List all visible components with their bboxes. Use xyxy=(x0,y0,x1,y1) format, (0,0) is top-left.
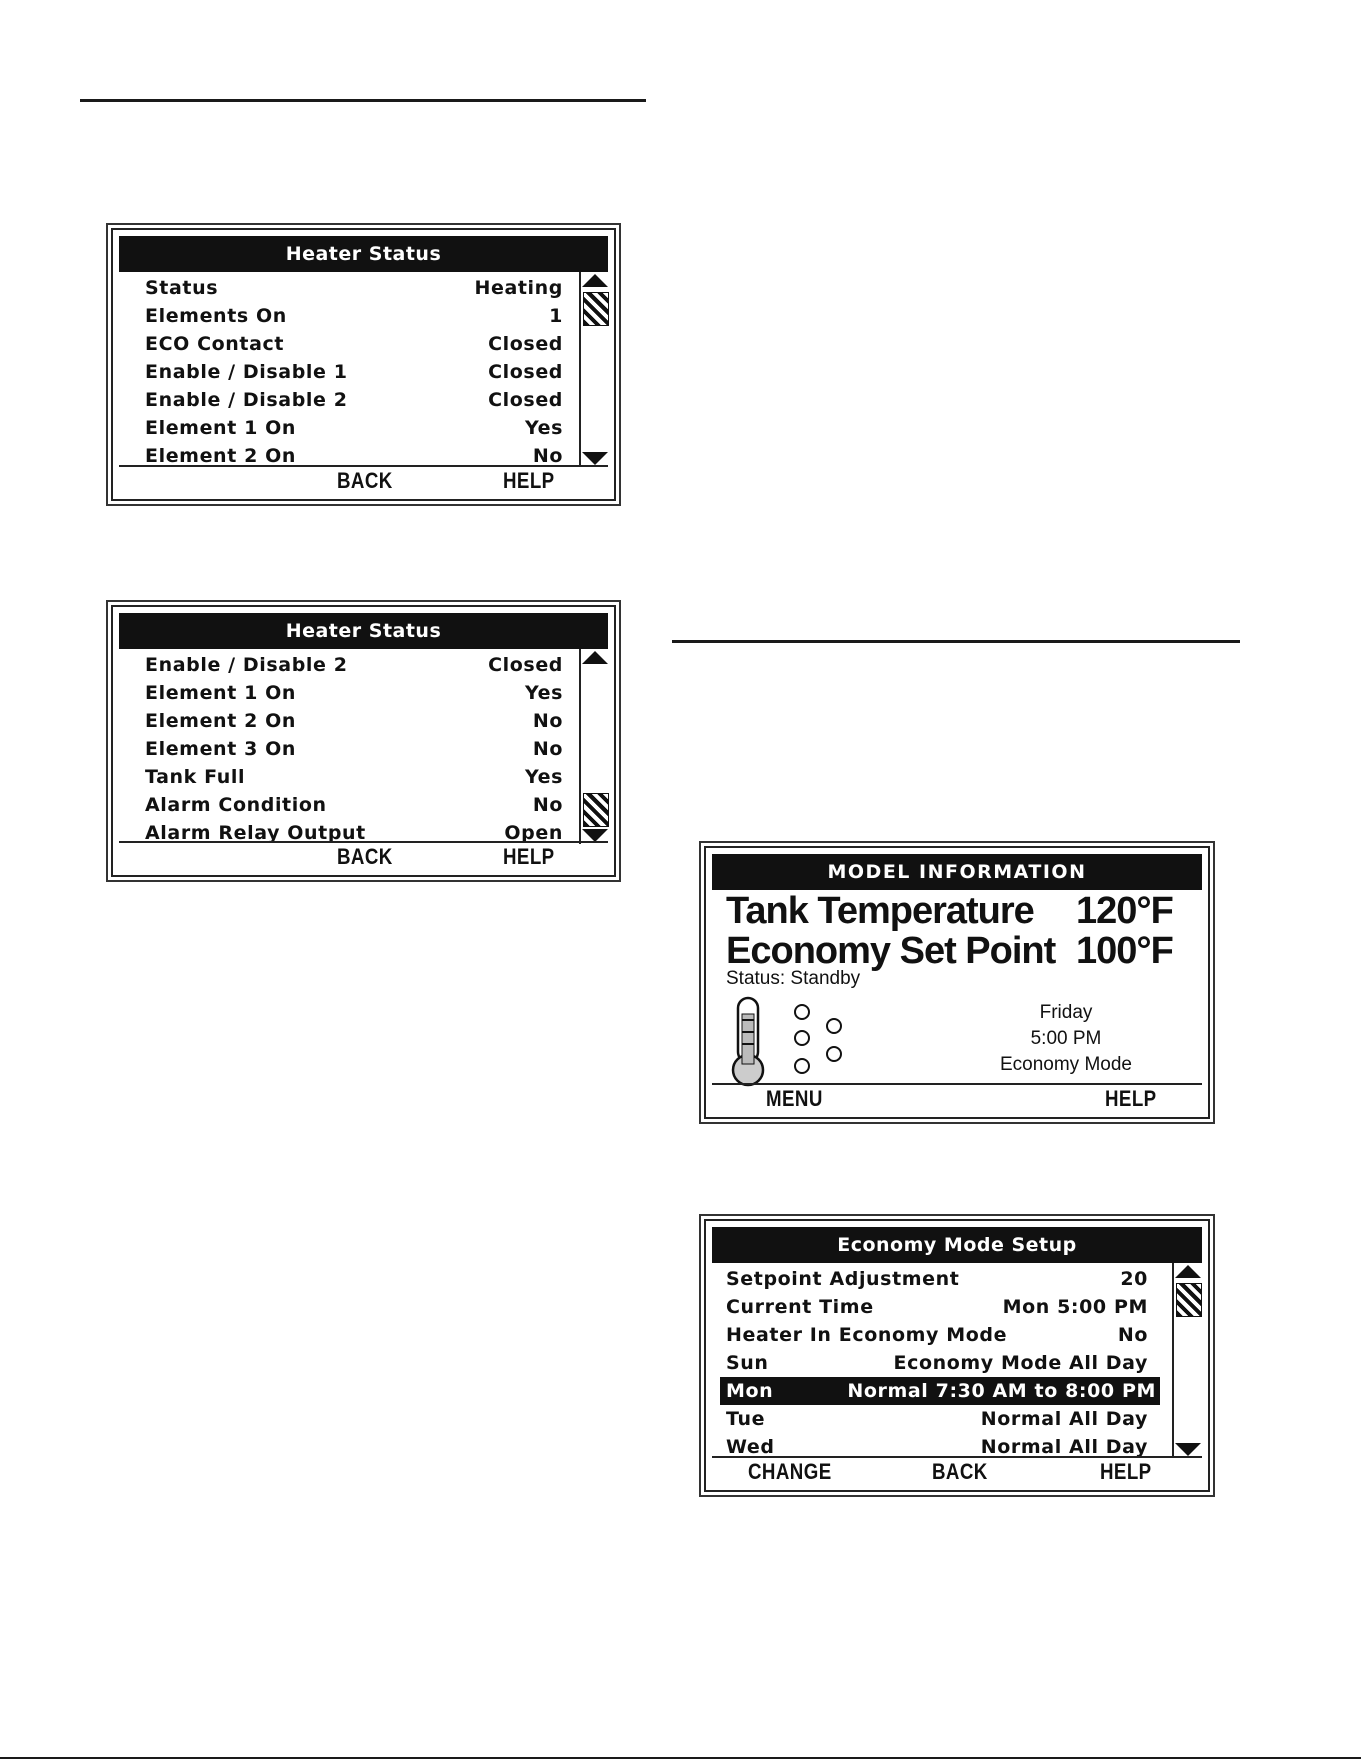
row-label: Setpoint Adjustment xyxy=(726,1268,960,1290)
row-value: Heating xyxy=(474,277,563,299)
list-item xyxy=(119,679,579,707)
change-button[interactable]: CHANGE xyxy=(748,1459,832,1484)
row-label: Element 2 On xyxy=(145,445,296,467)
row-label: Tue xyxy=(726,1408,766,1430)
row-label: Elements On xyxy=(145,305,287,327)
indicator-led-icon xyxy=(826,1046,842,1062)
list-item[interactable] xyxy=(712,1265,1160,1293)
list-item xyxy=(119,358,579,386)
list-item[interactable] xyxy=(712,1405,1160,1433)
economy-set-point-value: 100°F xyxy=(1076,930,1173,972)
row-value: Mon 5:00 PM xyxy=(1002,1296,1148,1318)
row-label: Tank Full xyxy=(145,766,246,788)
row-value: 1 xyxy=(549,305,563,327)
day-text: Friday xyxy=(1039,1002,1093,1023)
tank-temperature-value: 120°F xyxy=(1076,890,1173,932)
time-text: 5:00 PM xyxy=(1030,1028,1102,1049)
scrollbar-thumb[interactable] xyxy=(583,292,609,326)
tank-temperature-label: Tank Temperature xyxy=(726,890,1034,932)
row-value: Open xyxy=(504,822,563,844)
list-item[interactable] xyxy=(712,1349,1160,1377)
heater-status-screen-1 xyxy=(111,228,616,501)
heater-status-screen-2 xyxy=(111,605,616,877)
help-button[interactable]: HELP xyxy=(1100,1459,1152,1484)
screen-title: Heater Status xyxy=(119,236,608,272)
row-value: Yes xyxy=(524,682,563,704)
row-label: Alarm Condition xyxy=(145,794,327,816)
scrollbar[interactable] xyxy=(1172,1263,1202,1458)
row-label: Sun xyxy=(726,1352,769,1374)
row-value: Yes xyxy=(524,417,563,439)
scrollbar[interactable] xyxy=(579,272,609,467)
status-text: Status: Standby xyxy=(726,968,861,989)
scroll-down-arrow-icon[interactable] xyxy=(582,452,608,465)
row-label: Enable / Disable 1 xyxy=(145,361,348,383)
softkey-bar xyxy=(119,465,608,495)
row-label: Mon xyxy=(726,1380,774,1402)
row-label: Element 2 On xyxy=(145,710,296,732)
softkey-bar xyxy=(712,1083,1202,1113)
list-item xyxy=(119,330,579,358)
row-label: Enable / Disable 2 xyxy=(145,654,348,676)
help-button[interactable]: HELP xyxy=(503,844,555,869)
row-value: No xyxy=(532,794,563,816)
row-value: Closed xyxy=(488,361,563,383)
list-item[interactable] xyxy=(712,1293,1160,1321)
list-item xyxy=(119,791,579,819)
row-label: Status xyxy=(145,277,219,299)
row-value: Closed xyxy=(488,333,563,355)
scrollbar[interactable] xyxy=(579,649,609,844)
list-item xyxy=(119,274,579,302)
softkey-bar xyxy=(712,1456,1202,1486)
row-value: Normal All Day xyxy=(980,1408,1148,1430)
menu-button[interactable]: MENU xyxy=(766,1086,823,1111)
row-value: Economy Mode All Day xyxy=(893,1352,1148,1374)
row-label: Current Time xyxy=(726,1296,874,1318)
mode-text: Economy Mode xyxy=(999,1054,1132,1075)
economy-set-point-label: Economy Set Point xyxy=(726,930,1056,972)
list-item xyxy=(119,735,579,763)
row-label: Wed xyxy=(726,1436,775,1458)
indicator-led-icon xyxy=(794,1058,810,1074)
softkey-bar xyxy=(119,841,608,871)
row-label: Heater In Economy Mode xyxy=(726,1324,1008,1346)
scroll-down-arrow-icon[interactable] xyxy=(1175,1443,1201,1456)
list-item xyxy=(119,414,579,442)
indicator-led-icon xyxy=(826,1018,842,1034)
row-value: 20 xyxy=(1120,1268,1148,1290)
section-rule-right xyxy=(672,640,1240,643)
row-value: Normal All Day xyxy=(980,1436,1148,1458)
row-value: No xyxy=(532,445,563,467)
screen-title: Economy Mode Setup xyxy=(712,1227,1202,1263)
row-label: Element 3 On xyxy=(145,738,296,760)
row-label: Element 1 On xyxy=(145,417,296,439)
row-value: No xyxy=(1117,1324,1148,1346)
screen-title: Heater Status xyxy=(119,613,608,649)
row-value: Normal 7:30 AM to 8:00 PM xyxy=(847,1380,1156,1402)
back-button[interactable]: BACK xyxy=(932,1459,988,1484)
indicator-led-icon xyxy=(794,1030,810,1046)
screen-title: MODEL INFORMATION xyxy=(712,854,1202,890)
list-item xyxy=(119,386,579,414)
row-value: Closed xyxy=(488,389,563,411)
row-value: Yes xyxy=(524,766,563,788)
scrollbar-thumb[interactable] xyxy=(1176,1283,1202,1317)
back-button[interactable]: BACK xyxy=(337,468,393,493)
economy-mode-setup-screen xyxy=(704,1219,1210,1492)
row-label: Enable / Disable 2 xyxy=(145,389,348,411)
list-item xyxy=(119,763,579,791)
list-item xyxy=(119,651,579,679)
list-item[interactable] xyxy=(712,1321,1160,1349)
scroll-up-arrow-icon[interactable] xyxy=(582,274,608,287)
row-label: ECO Contact xyxy=(145,333,285,355)
list-item-selected[interactable] xyxy=(720,1377,1160,1405)
indicator-led-icon xyxy=(794,1004,810,1020)
page-bottom-rule xyxy=(0,1757,1361,1759)
model-information-screen xyxy=(704,846,1210,1119)
list-item xyxy=(119,302,579,330)
scroll-up-arrow-icon[interactable] xyxy=(1175,1265,1201,1278)
row-label: Alarm Relay Output xyxy=(145,822,366,844)
scrollbar-thumb[interactable] xyxy=(583,793,609,827)
row-label: Element 1 On xyxy=(145,682,296,704)
scroll-up-arrow-icon[interactable] xyxy=(582,651,608,664)
thermometer-icon xyxy=(726,996,770,1088)
row-value: Closed xyxy=(488,654,563,676)
section-rule-left xyxy=(80,99,646,102)
help-button[interactable]: HELP xyxy=(503,468,555,493)
back-button[interactable]: BACK xyxy=(337,844,393,869)
list-item xyxy=(119,707,579,735)
help-button[interactable]: HELP xyxy=(1105,1086,1157,1111)
row-value: No xyxy=(532,710,563,732)
row-value: No xyxy=(532,738,563,760)
